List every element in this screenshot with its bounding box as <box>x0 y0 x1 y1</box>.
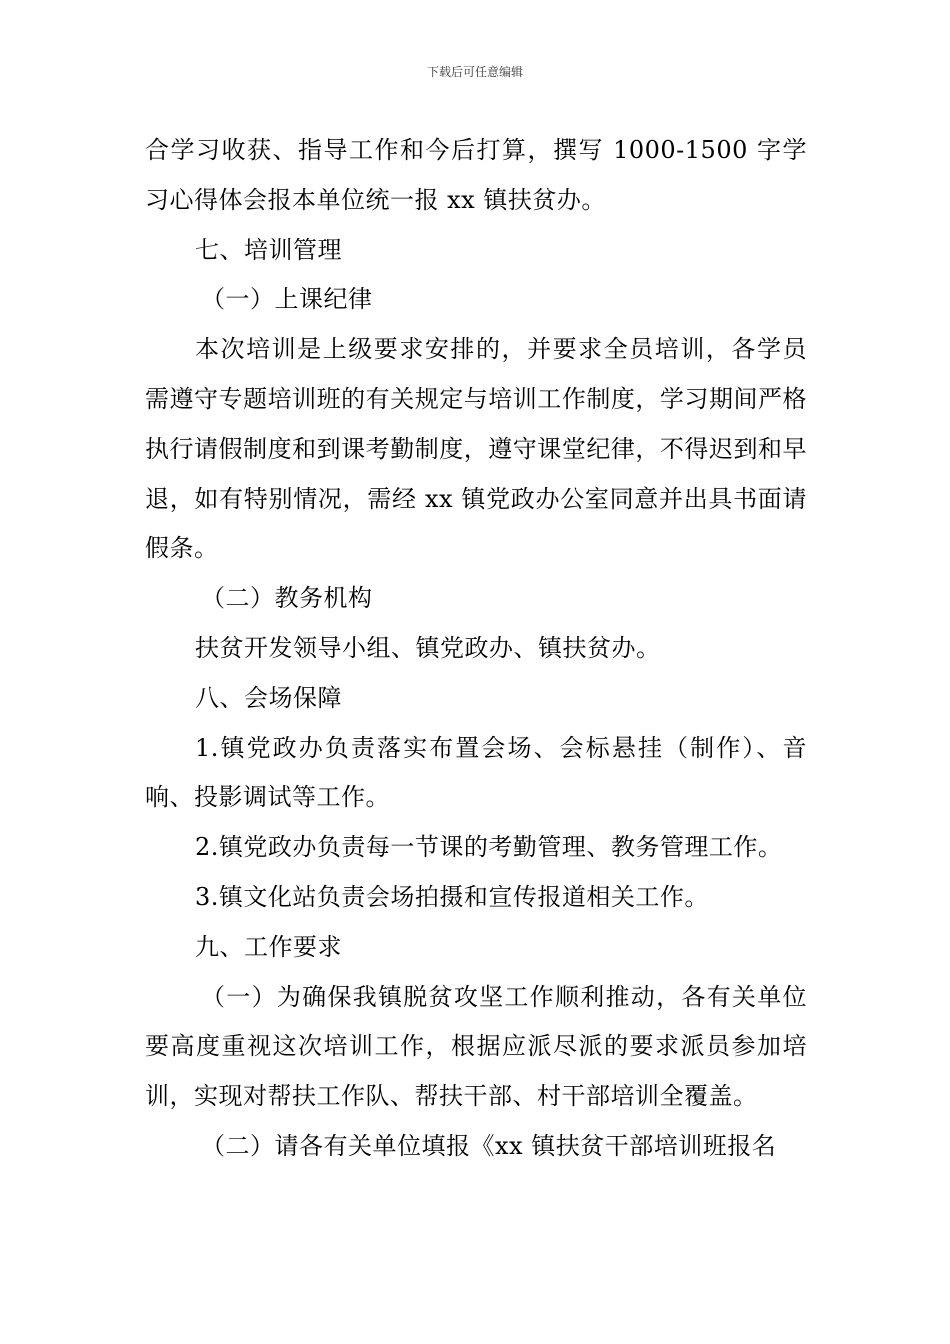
heading-training-management: 七、培训管理 <box>195 235 342 264</box>
paragraph-affairs-bodies: 扶贫开发领导小组、镇党政办、镇扶贫办。 <box>195 633 661 662</box>
list-item-venue-1: 1.镇党政办负责落实布置会场、会标悬挂（制作）、音响、投影调试等工作。 <box>145 733 807 812</box>
list-item-venue-3: 3.镇文化站负责会场拍摄和宣传报道相关工作。 <box>195 882 709 911</box>
heading-venue-support: 八、会场保障 <box>195 683 342 712</box>
subheading-class-discipline: （一）上课纪律 <box>201 285 373 314</box>
paragraph-study-report: 合学习收获、指导工作和今后打算，撰写 1000-1500 字学习心得体会报本单位统一报 xx 镇扶贫办。 <box>145 136 807 214</box>
paragraph-discipline-details: 本次培训是上级要求安排的，并要求全员培训，各学员需遵守专题培训班的有关规定与培训工作制度，学习期间严格执行请假制度和到课考勤制度，遵守课堂纪律，不得迟到和早退，如有特别情况，需经 xx 镇党政办公室同意并出具书面请假条。 <box>145 335 807 563</box>
subheading-academic-affairs: （二）教务机构 <box>201 584 373 613</box>
paragraph-requirement-2: （二）请各有关单位填报《xx 镇扶贫干部培训班报名 <box>201 1131 777 1160</box>
heading-work-requirements: 九、工作要求 <box>195 932 342 961</box>
page-header: 下载后可任意编辑 <box>426 65 523 79</box>
paragraph-requirement-1: （一）为确保我镇脱贫攻坚工作顺利推动，各有关单位要高度重视这次培训工作，根据应派尽派的要求派员参加培训，实现对帮扶工作队、帮扶干部、村干部培训全覆盖。 <box>145 982 807 1111</box>
list-item-venue-2: 2.镇党政办负责每一节课的考勤管理、教务管理工作。 <box>195 833 783 862</box>
document-body <box>145 126 807 1172</box>
